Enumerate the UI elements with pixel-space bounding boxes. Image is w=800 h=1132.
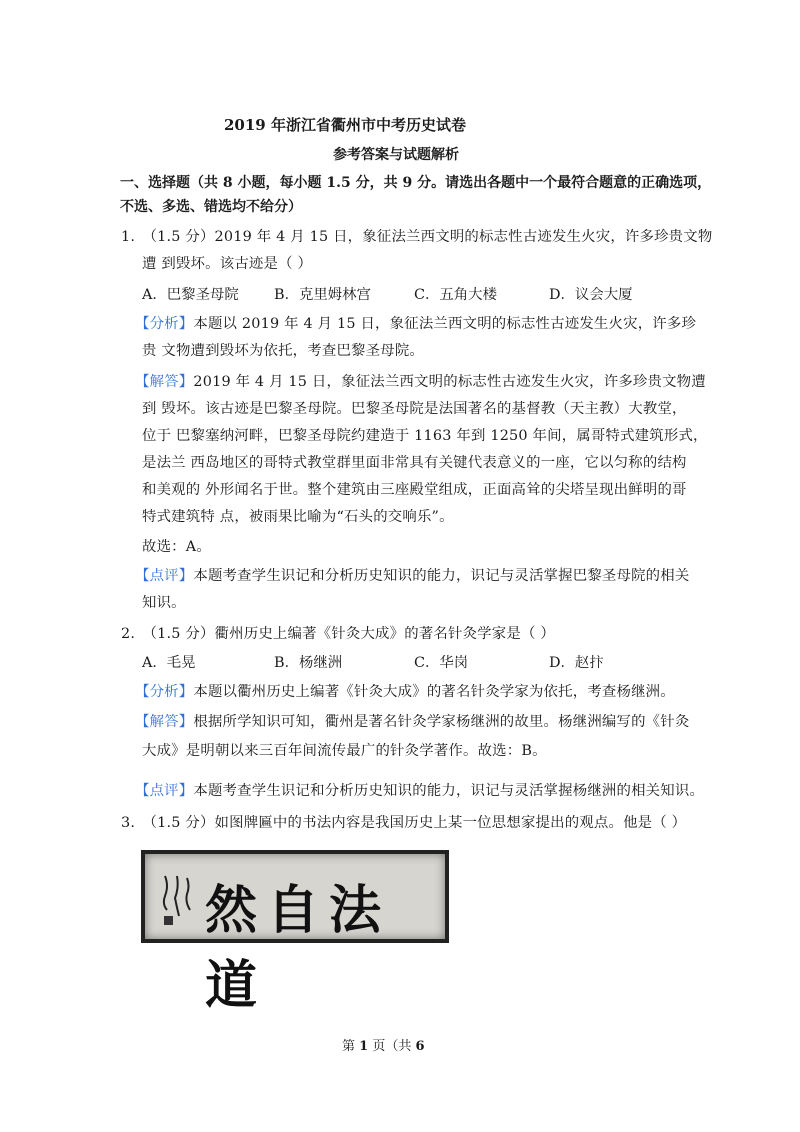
comment-tag: 【点评】 (135, 783, 194, 799)
page-title: 2019 年浙江省衢州市中考历史试卷 (224, 116, 466, 134)
page-footer (342, 1035, 425, 1054)
q2-answer-line2: 大成》是明朝以来三百年间流传最广的针灸学著作。故选：B。 (142, 743, 547, 759)
comment-tag: 【点评】 (135, 568, 194, 584)
section-heading-line2: 不选、多选、错选均不给分） (120, 199, 302, 215)
q1-comment-line2: 知识。 (142, 595, 186, 611)
analysis-tag: 【分析】 (135, 316, 194, 332)
q1-answer-line2: 到 毁坏。该古迹是巴黎圣母院。巴黎圣母院是法国著名的基督教（天主教）大教堂， (142, 401, 687, 417)
analysis-text: 本题以衢州历史上编著《针灸大成》的著名针灸学家为依托，考查杨继洲。 (193, 684, 675, 700)
q2-option-c: C．华岗 (414, 655, 469, 671)
answer-text: 2019 年 4 月 15 日，象征法兰西文明的标志性古迹发生火灾，许多珍贵文物遭 (193, 374, 706, 390)
answer-tag: 【解答】 (135, 374, 194, 390)
footer-page-number: 1 (359, 1039, 369, 1054)
footer-total-pages: 6 (415, 1039, 425, 1054)
q3-stem: 3. （1.5 分）如图牌匾中的书法内容是我国历史上某一位思想家提出的观点。他是（ ） (121, 815, 687, 831)
comment-text: 本题考查学生识记和分析历史知识的能力，识记与灵活掌握巴黎圣母院的相关 (193, 568, 690, 584)
q2-option-b: B．杨继洲 (274, 655, 343, 671)
q2-comment (135, 779, 704, 800)
q2-option-a: A．毛晃 (142, 655, 196, 671)
answer-text: 根据所学知识可知，衢州是著名针灸学家杨继洲的故里。杨继洲编写的《针灸 (193, 714, 690, 730)
analysis-text: 本题以 2019 年 4 月 15 日，象征法兰西文明的标志性古迹发生火灾，许多珍 (193, 316, 697, 332)
q1-answer-line1 (135, 370, 706, 391)
footer-middle: 页（共 (372, 1039, 412, 1054)
q2-option-d: D．赵抃 (549, 655, 604, 671)
q2-stem: 2. （1.5 分）衢州历史上编著《针灸大成》的著名针灸学家是（ ） (121, 626, 555, 642)
q1-option-d: D．议会大厦 (549, 287, 633, 303)
q1-stem-line2: 遭 到毁坏。该古迹是（ ） (142, 256, 313, 272)
q1-analysis-line1 (135, 312, 696, 333)
section-heading-line1: 一、选择题（共 8 小题，每小题 1.5 分，共 9 分。请选出各题中一个最符合题意的正确选项， (120, 175, 712, 191)
q1-answer-line4: 是法兰 西岛地区的哥特式教堂群里面非常具有关键代表意义的一座，它以匀称的结构 (142, 455, 687, 471)
q1-analysis-line2: 贵 文物遭到毁坏为依托，考查巴黎圣母院。 (142, 343, 424, 359)
q2-answer-line1 (135, 710, 689, 731)
footer-prefix: 第 (342, 1039, 356, 1054)
calligraphy-plaque-image (141, 850, 449, 1016)
plaque-calligraphy-text: 然自法道 (205, 880, 392, 1016)
answer-tag: 【解答】 (135, 714, 194, 730)
q1-options (142, 283, 633, 304)
q2-analysis (135, 680, 675, 701)
q1-option-a: A．巴黎圣母院 (142, 287, 239, 303)
q1-comment-line1 (135, 564, 689, 585)
q1-answer-line5: 和美观的 外形闻名于世。整个建筑由三座殿堂组成，正面高耸的尖塔呈现出鲜明的哥 (142, 482, 687, 498)
q2-options (142, 651, 604, 672)
analysis-tag: 【分析】 (135, 684, 194, 700)
q1-answer-line6: 特式建筑特 点，被雨果比喻为“石头的交响乐”。 (142, 509, 454, 525)
q1-choice: 故选：A。 (142, 539, 211, 555)
page-subtitle: 参考答案与试题解析 (333, 147, 459, 163)
q1-stem-line1: 1. （1.5 分）2019 年 4 月 15 日，象征法兰西文明的标志性古迹发生火灾，许多珍贵文物 (121, 229, 713, 245)
q1-option-c: C．五角大楼 (414, 287, 497, 303)
signature-seal-image (157, 872, 199, 928)
q1-option-b: B．克里姆林宫 (274, 287, 371, 303)
comment-text: 本题考查学生识记和分析历史知识的能力，识记与灵活掌握杨继洲的相关知识。 (193, 783, 705, 799)
q1-answer-line3: 位于 巴黎塞纳河畔，巴黎圣母院约建造于 1163 年到 1250 年间，属哥特式建筑形式， (142, 428, 708, 444)
